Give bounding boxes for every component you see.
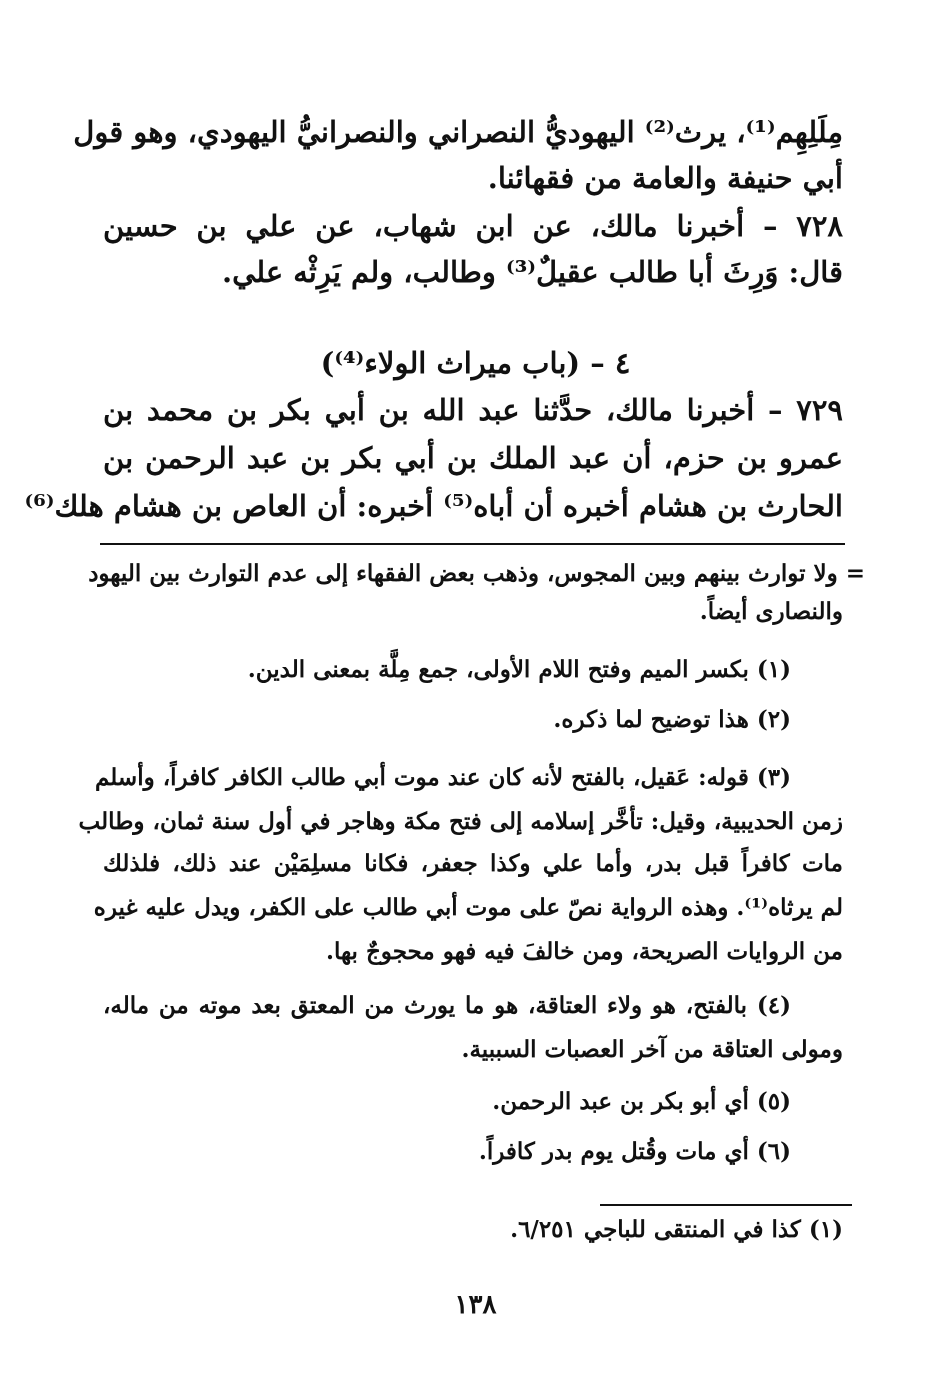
footnote-line: (٤) بالفتح، هو ولاء العتاقة، هو ما يورث من المعتق بعد موته من ماله، (103, 992, 791, 1019)
footnote-separator (100, 543, 845, 545)
main-text-line: عمرو بن حزم، أن عبد الملك بن أبي بكر بن عبد الرحمن بن (103, 441, 843, 475)
footnote-line: والنصارى أيضاً. (699, 598, 843, 625)
main-text-line: ٧٢٩ – أخبرنا مالك، حدَّثنا عبد الله بن أبي بكر بن محمد بن (103, 393, 843, 427)
footnote-line: (٥) أي أبو بكر بن عبد الرحمن. (492, 1088, 791, 1115)
footnote-line: ومولى العتاقة من آخر العصبات السببية. (461, 1036, 843, 1063)
sub-footnote-line: (١) كذا في المنتقى للباجي ٦/٢٥١. (510, 1216, 843, 1243)
footnote-line: زمن الحديبية، وقيل: تأخَّر إسلامه إلى فتح مكة وهاجر في أول سنة ثمان، وطالب (78, 808, 843, 835)
page-number: ١٣٨ (454, 1290, 497, 1320)
footnote-line: (١) بكسر الميم وفتح اللام الأولى، جمع مِلَّة بمعنى الدين. (247, 656, 791, 683)
footnote-line: لم يرثاه⁽¹⁾. وهذه الرواية نصّ على موت أبي طالب على الكفر، ويدل عليه غيره (93, 894, 843, 921)
footnote-line: مات كافراً قبل بدر، وأما علي وكذا جعفر، فكانا مسلِمَيْن عند ذلك، فلذلك (103, 850, 843, 877)
main-text-line: الحارث بن هشام أخبره أن أباه⁽⁵⁾ أخبره: أن العاص بن هشام هلك⁽⁶⁾ (24, 489, 843, 523)
main-text-line: مِلَلِهِم⁽¹⁾، يرث⁽²⁾ اليهوديُّ النصراني والنصرانيُّ اليهودي، وهو قول (73, 115, 843, 149)
footnote-line: (٢) هذا توضيح لما ذكره. (553, 706, 791, 733)
main-text-line: أبي حنيفة والعامة من فقهائنا. (487, 161, 843, 195)
section-heading: ٤ – (باب ميراث الولاء⁽⁴⁾) (320, 346, 631, 380)
main-text-line: ٧٢٨ – أخبرنا مالك، عن ابن شهاب، عن علي بن حسين (103, 209, 843, 243)
main-text-line: قال: وَرِثَ أبا طالب عقيلٌ⁽³⁾ وطالب، ولم يَرِثْه علي. (221, 255, 843, 289)
footnote-line: من الروايات الصريحة، ومن خالفَ فيه فهو محجوجٌ بها. (325, 938, 843, 965)
sub-footnote-separator (600, 1204, 852, 1206)
footnote-line: = ولا توارث بينهم وبين المجوس، وذهب بعض الفقهاء إلى عدم التوارث بين اليهود (88, 560, 865, 587)
footnote-line: (٣) قوله: عَقيل، بالفتح لأنه كان عند موت أبي طالب الكافر كافراً، وأسلم (95, 764, 791, 791)
footnote-line: (٦) أي مات وقُتل يوم بدر كافراً. (478, 1138, 791, 1165)
